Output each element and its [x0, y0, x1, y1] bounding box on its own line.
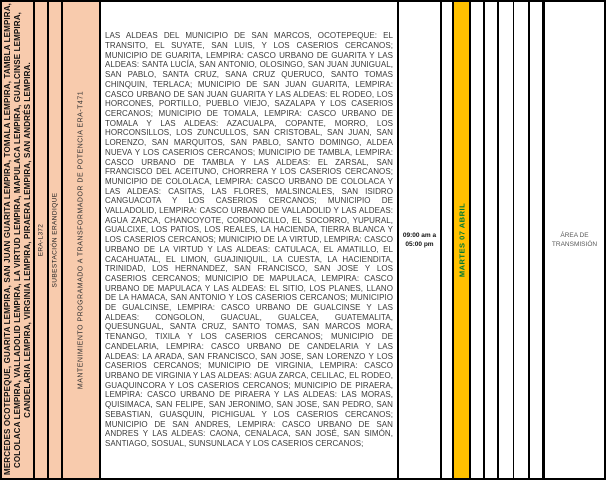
empty-cell — [499, 2, 514, 478]
circuit-cell — [35, 2, 49, 478]
maintenance-label: MANTENIMIENTO PROGRAMADO A TRANSFORMADOR DE POTENCIA ERA-T471 — [77, 90, 85, 390]
date-label: MARTES 07 ABRIL — [457, 202, 466, 278]
schedule-text — [403, 231, 436, 249]
area-label: ÁREA DE TRANSMISIÓN — [551, 231, 598, 248]
circuit-rotated-text — [38, 5, 45, 475]
empty-cell — [485, 2, 499, 478]
localities-cell — [101, 2, 399, 478]
affected-zones-line: MERCEDES OCOTEPEQUE, GUARITA LEMPIRA, SAN JUAN GUARITA LEMPIRA, TOMALA LEMPIRA, TAMBLA LEMPIRA, — [2, 2, 12, 475]
date-rotated-text — [457, 5, 466, 475]
affected-zones-cell — [2, 2, 35, 478]
empty-cell — [514, 2, 530, 478]
localities-text: LAS ALDEAS DEL MUNICIPIO DE SAN MARCOS, OCOTEPEQUE: EL TRANSITO, EL SUYATE, SAN LUIS, Y LOS CASERIOS CERCANOS; MUNICIPIO DE GUARITA, LEMPIRA: CASCO URBANO DE GUARITA Y LAS ALDEAS: SANTA LUCÍA, SAN ANTONIO, OLOSINGO, SAN JUAN JUNIGUAL, SAN PABLO, SANTA CRUZ, SANA CRUZ QUERUCO, SANTO TOMAS CHINQUIN, TERLACA; MUNICIPIO DE SAN JUAN GUARITA, LEMPIRA: CASCO URBANO DE SAN JUAN GUARITA Y LAS ALDEAS: EL RODEO, LOS HORCONES, PORTILLO, PUEBLO VIEJO, SAZALAPA Y LOS CASERIOS CERCANOS; MUNICIPIO DE TOMALA, LEMPIRA: CASCO URBANO DE TOMALA Y LAS ALDEAS: AZACUALPA, COPANTE, MORRO, LOS HORCONSILLOS, LOS ZUNCULLOS, SAN CRISTOBAL, SAN JUAN, SAN LORENZO, SAN MARQUITOS, SAN PABLO, SANTO DOMINGO, ALDEA NUEVA Y LOS CASERIOS CERCANOS; MUNICIPIO DE TAMBLA, LEMPIRA: CASCO URBANO DE TAMBLA Y LAS ALDEAS: EL ZARSAL, SAN FRANCISCO DEL ACEITUNO, CHORRERA Y LOS CASERIOS CERCANOS; MUNICIPIO DE COLOLACA, LEMPIRA: CASCO URBANO DE COLOLACA Y LAS ALDEAS: CASITAS, LAS FLORES, MALSINCALES, SAN ISIDRO CANGUACOTA Y LOS CASERIOS CERCANOS; MUNICIPIO DE VALLADOLID, LEMPIRA: CASCO URBANO DE VALLADOLID Y LAS ALDEAS: AGUA ZARCA, CHANCOYOTE, CORDONCILLO, EL SOCORRO, YUPURAL, GUALCIXE, LOS PATIOS, LOS REALES, LA HACIENDA, TIERRA BLANCA Y LOS CASERIOS CERCANOS; MUNICIPIO DE LA VIRTUD, LEMPIRA: CASCO URBANO DE LA VIRTUD Y LAS ALDEAS: CATULACA, EL AMATILLO, EL CACAHUATAL, EL LIMON, GUAJINIQUIL, LA CUESTA, LA HACIENDITA, TRINIDAD, LOS HERNANDEZ, SAN FRANCISCO, SAN JOSE Y LOS CASERIOS CERCANOS; MUNICIPIO DE MAPULACA, LEMPIRA: CASCO URBANO DE MAPULACA Y LAS ALDEAS: EL SITIO, LOS PLANES, LLANO DE LA HAMACA, SAN ANTONIO Y LOS CASERIOS CERCANOS; MUNICIPIO DE GUALCINSE, LEMPIRA: CASCO URBANO DE GUALCINSE Y LAS ALDEAS: CONGOLON, GUACUAL, GUALCEA, GUATEMALITA, QUESUNGUAL, SANTA CRUZ, SANTO TOMAS, SAN MARCOS MORA, TENANGO, TIXILA Y LOS CASERIOS CERCANOS; MUNICIPIO DE CANDELARIA, LEMPIRA: CASCO URBANO DE CANDELARIA Y LAS ALDEAS: LA ARADA, SAN FRANCISCO, SAN JOSE, SAN LORENZO Y LOS CASERIOS CERCANOS; MUNICIPIO DE VIRGINIA, LEMPIRA: CASCO URBANO DE VIRGINIA Y LAS ALDEAS: AGUA ZARCA, CELILAC, EL RODEO, GUAQUINCORA Y LOS CASERIOS CERCANOS; MUNICIPIO DE PIRAERA, LEMPIRA: CASCO URBANO DE PIRAERA Y LAS ALDEAS: LAS MORAS, QUISIMACA, SAN FELIPE, SAN JERONIMO, SAN JOSE, SAN PEDRO, SAN SEBASTIAN, GUASQUIN, PICHIGUAL Y LOS CASERIOS CERCANOS; MUNICIPIO DE SAN ANDRES, LEMPIRA: CASCO URBANO DE SAN ANDRES Y LAS ALDEAS: CAONA, CENALACA, SAN JOSÉ, SAN SIMÓN, SANTIAGO, SOSUAL, SUNSUNLACA Y LOS CASERIOS CERCANOS; — [105, 31, 393, 448]
substation-rotated-text — [52, 5, 59, 475]
schedule-cell — [399, 2, 442, 478]
substation-cell — [49, 2, 63, 478]
substation-label: SUBESTACIÓN ERANDIQUE — [51, 192, 59, 288]
affected-zones-line: CANDELARIA LEMPIRA, VIRGINIA LEMPIRA, PIRAERA LEMPIRA, SAN ANDRÉS LEMPIRA. — [22, 62, 32, 418]
affected-zones-rotated-text — [2, 2, 33, 475]
schedule-end: 05:00 pm — [405, 241, 434, 248]
maintenance-rotated-text — [78, 5, 85, 475]
date-cell — [454, 2, 471, 478]
area-cell — [545, 2, 604, 478]
affected-zones-line: COLOLACA LEMPIRA, VALLADOLID LEMPIRA, LA VIRTUD LEMPIRA, MAPULACA LEMPIRA, GUALCINSE LEMPIRA, — [12, 12, 22, 469]
schedule-start: 09:00 am a — [402, 232, 437, 239]
circuit-label: ERA-L372 — [37, 223, 45, 257]
empty-cell — [530, 2, 545, 478]
empty-cell — [471, 2, 485, 478]
maintenance-cell — [63, 2, 101, 478]
empty-cell — [442, 2, 454, 478]
